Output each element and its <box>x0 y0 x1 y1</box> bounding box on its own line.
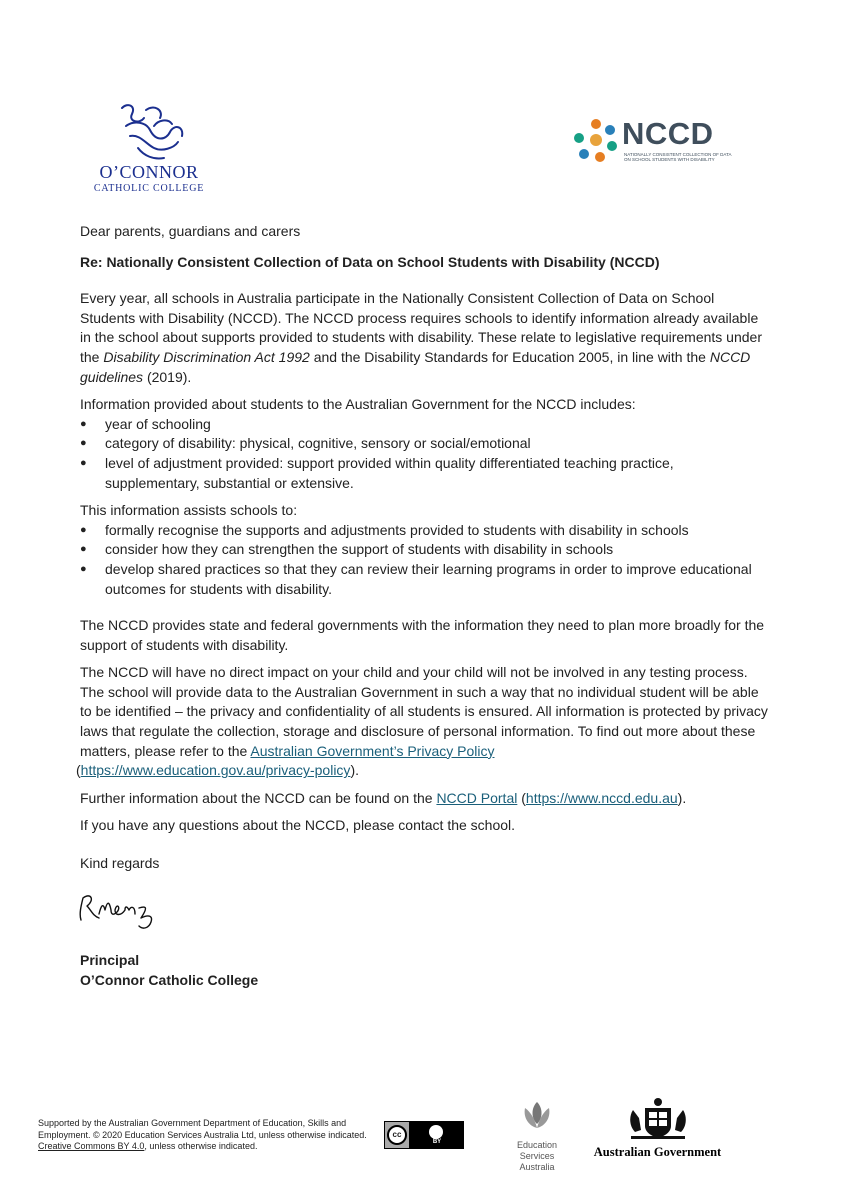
privacy-text: The NCCD will have no direct impact on your child and your child will not be involved in any testing process. The school will provide data to the Australian Government in such a way that no individual student will be able to be identified – the privacy and confidentiality of all students is ensured. All information is protected by privacy laws that regulate the collection, storage and disclosure of personal information. To find out more about these matters, please refer to the <box>80 664 768 759</box>
list-item: ● category of disability: physical, cognitive, sensory or social/emotional <box>80 434 770 454</box>
list-item: ● develop shared practices so that they can review their learning programs in order to improve educational outcomes for students with disability. <box>80 560 770 599</box>
paren-open: ( <box>76 762 81 779</box>
footer-support-text <box>38 1118 368 1153</box>
license-link[interactable]: Creative Commons BY 4.0 <box>38 1141 145 1151</box>
list-item: ● year of schooling <box>80 415 770 435</box>
info-list <box>80 415 770 493</box>
paren-close: ). <box>677 789 687 806</box>
nccd-logo <box>570 112 740 168</box>
attribution-icon <box>429 1125 443 1139</box>
greeting: Dear parents, guardians and carers <box>80 223 301 239</box>
cc-icon: cc <box>387 1125 407 1145</box>
by-label: BY <box>432 1139 442 1145</box>
list-item: ● formally recognise the supports and adjustments provided to students with disability in schools <box>80 521 770 541</box>
assist-lead: This information assists schools to: <box>80 502 298 519</box>
list-item: ● level of adjustment provided: support provided within quality differentiated teaching practice, supplementary, substantial or extensive. <box>80 454 770 493</box>
signatory-school: O’Connor Catholic College <box>80 971 259 988</box>
further-text: Further information about the NCCD can be found on the <box>80 789 437 806</box>
esa-logo <box>508 1098 566 1170</box>
list-item: ● consider how they can strengthen the support of students with disability in schools <box>80 540 770 560</box>
esa-label-2: Services <box>519 1151 555 1161</box>
privacy-policy-link[interactable]: Australian Government’s Privacy Policy <box>250 742 495 759</box>
dove-icon <box>84 96 214 166</box>
intro-text-c: and the Disability Standards for Education 2005, in line with the <box>309 348 710 365</box>
nccd-wordmark: NCCD <box>622 116 714 151</box>
esa-flower-icon <box>517 1098 557 1134</box>
footer-text-a: Supported by the Australian Government Department of Education, Skills and Employment. © 2020 Education Services Australia Ltd, unless otherwise indicated. <box>38 1118 367 1140</box>
intro-text-a: Every year, all schools in Australia participate in the Nationally Consistent Collection of Data on School Students with Disability (NCCD). The NCCD process requires schools to identify information already available in the school about supports provided to students with disability. These relate to legislative requirements under the <box>80 290 762 365</box>
nccd-url-link[interactable]: https://www.nccd.edu.au <box>525 789 678 806</box>
questions-paragraph: If you have any questions about the NCCD, please contact the school. <box>80 817 516 834</box>
privacy-policy-url-link[interactable]: https://www.education.gov.au/privacy-policy <box>80 762 351 779</box>
footer-text-b: , unless otherwise indicated. <box>144 1141 258 1151</box>
act-title: Disability Discrimination Act 1992 <box>103 348 310 365</box>
further-info-paragraph <box>80 789 770 809</box>
australian-government-label: Australian Government <box>593 1145 722 1159</box>
coat-of-arms-icon <box>623 1096 693 1142</box>
privacy-paragraph <box>76 663 770 781</box>
paren-open: ( <box>517 789 526 806</box>
signatory-title: Principal <box>80 952 140 969</box>
nccd-circle-icon <box>572 116 620 164</box>
subject-line: Re: Nationally Consistent Collection of Data on School Students with Disability (NCCD) <box>80 253 660 270</box>
school-subtitle: CATHOLIC COLLEGE <box>93 183 205 194</box>
nccd-tagline: NATIONALLY CONSISTENT COLLECTION OF DATA ON SCHOOL STUDENTS WITH DISABILITY <box>624 152 732 162</box>
paren-close: ). <box>350 762 359 779</box>
signature-image <box>77 888 177 934</box>
creative-commons-badge <box>384 1121 464 1149</box>
guidelines-title: NCCD guidelines <box>80 348 751 385</box>
government-paragraph: The NCCD provides state and federal governments with the information they need to plan more broadly for the support of students with disability. <box>80 617 765 653</box>
nccd-portal-link[interactable]: NCCD Portal <box>436 789 518 806</box>
esa-label-1: Education <box>516 1140 558 1150</box>
school-name: O’CONNOR <box>99 162 199 182</box>
australian-government-logo <box>590 1096 725 1162</box>
intro-paragraph <box>80 289 770 387</box>
closing: Kind regards <box>80 855 160 872</box>
letter-body <box>76 222 770 990</box>
assist-list <box>80 521 770 599</box>
intro-text-e: (2019). <box>143 368 192 385</box>
esa-label-3: Australia <box>519 1162 555 1172</box>
school-logo <box>84 96 214 196</box>
info-lead: Information provided about students to the Australian Government for the NCCD includes: <box>80 396 636 413</box>
